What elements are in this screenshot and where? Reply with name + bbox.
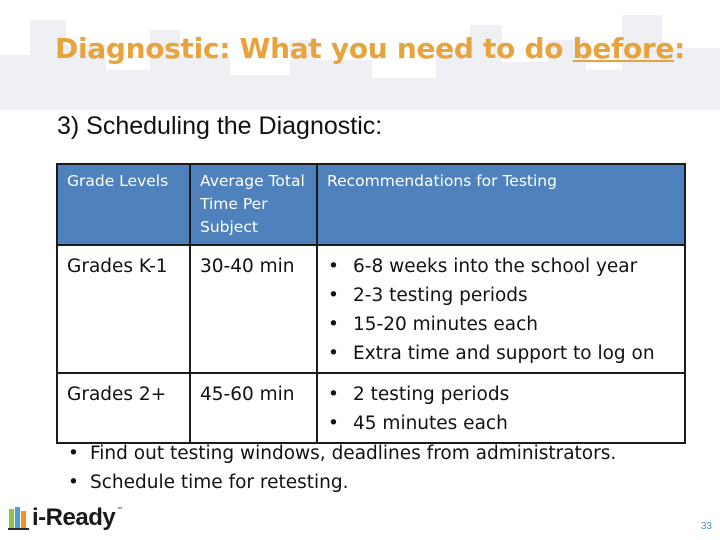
iready-logo — [8, 506, 123, 530]
slide-subtitle: 3) Scheduling the Diagnostic: — [57, 112, 383, 140]
table-header-row — [57, 164, 685, 245]
notes-list — [68, 439, 616, 497]
recommendations-cell — [317, 245, 685, 373]
book-stack-icon — [8, 506, 30, 530]
table-row — [57, 373, 685, 443]
header-grade-levels: Grade Levels — [57, 164, 190, 245]
recommendation-item: • 45 minutes each — [327, 409, 680, 438]
logo-trademark: ™ — [116, 506, 124, 514]
note-item: • Find out testing windows, deadlines from administrators. — [68, 439, 616, 468]
recommendation-item: • 2-3 testing periods — [327, 281, 680, 310]
recommendation-item: • 15-20 minutes each — [327, 310, 680, 339]
grade-cell: Grades 2+ — [57, 373, 190, 443]
title-text: Diagnostic: What you need to do — [55, 32, 573, 65]
recommendation-item: • Extra time and support to log on — [327, 339, 680, 368]
scheduling-table — [56, 163, 686, 444]
title-colon: : — [674, 32, 686, 65]
header-recommendations: Recommendations for Testing — [317, 164, 685, 245]
title-emphasis: before — [572, 32, 675, 65]
header-average-time: Average Total Time Per Subject — [190, 164, 317, 245]
slide-title — [55, 32, 685, 65]
logo-text: i-Ready — [32, 504, 116, 531]
time-cell: 45-60 min — [190, 373, 317, 443]
grade-cell: Grades K-1 — [57, 245, 190, 373]
table-row — [57, 245, 685, 373]
note-item: • Schedule time for retesting. — [68, 468, 616, 497]
recommendation-item: • 6-8 weeks into the school year — [327, 252, 680, 281]
recommendation-item: • 2 testing periods — [327, 380, 680, 409]
time-cell: 30-40 min — [190, 245, 317, 373]
page-number: 33 — [700, 521, 712, 532]
recommendations-cell — [317, 373, 685, 443]
